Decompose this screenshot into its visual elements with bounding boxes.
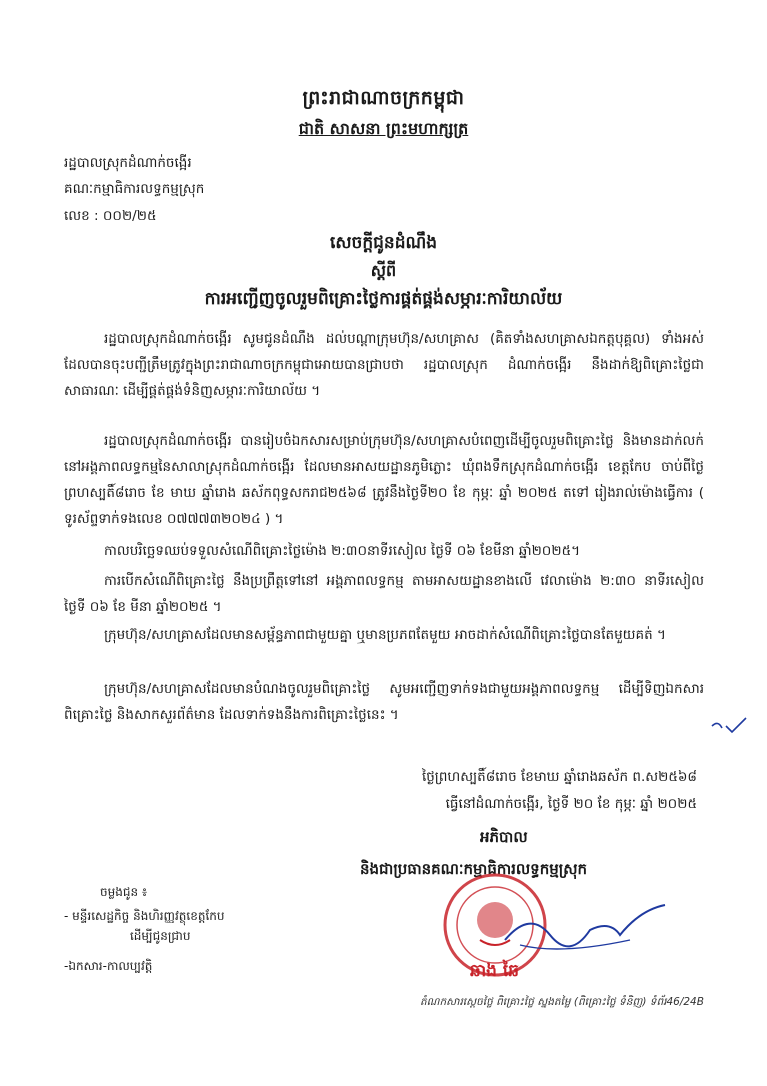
notice-title: សេចក្តីជូនដំណឹង xyxy=(329,233,438,253)
signatory-role: អភិបាល xyxy=(480,828,528,846)
body-paragraph-6: ក្រុមហ៊ុន/សហគ្រាសដែលមានបំណងចូលរួមពិគ្រោះថ្លៃ សូមអញ្ជើញទាក់ទងជាមួយអង្គភាពលទ្ធកម្ម ដើម្បីទិញឯកសារពិគ្រោះថ្លៃ និងសាកសួរព័ត៌មាន ដែលទាក់ទងនឹងការពិគ្រោះថ្លៃនេះ ។ xyxy=(64,681,704,723)
cc-heading: ចម្លងជូន ៖ xyxy=(100,885,148,899)
signatory-title: និងជាប្រធានគណៈកម្មាធិការលទ្ធកម្មស្រុក xyxy=(360,860,588,878)
cc-item-1-purpose: ដើម្បីជូនជ្រាប xyxy=(130,929,191,943)
handwritten-signature xyxy=(500,900,670,960)
national-motto xyxy=(0,118,767,142)
motto-text: ជាតិ សាសនា ព្រះមហាក្សត្រ xyxy=(298,119,469,138)
solar-date: ធ្វើនៅដំណាក់ចង្អើរ, ថ្ងៃទី ២០ ខែ កុម្ភៈ ឆ្នាំ ២០២៥ xyxy=(445,796,697,812)
body-paragraph-1: រដ្ឋបាលស្រុកដំណាក់ចង្អើរ សូមជូនដំណឹង ដល់បណ្តាក្រុមហ៊ុន/សហគ្រាស (គិតទាំងសហគ្រាសឯកត្តបុគ្គល) ទាំងអស់ ដែលបានចុះបញ្ជីត្រឹមត្រូវក្នុងព្រះរាជាណាចក្រកម្ពុជាអោយបានជ្រាបថា រដ្ឋបាលស្រុក ដំណាក់ចង្អើរ នឹងដាក់ឱ្យពិគ្រោះថ្លៃជាសាធារណៈ ដើម្បីផ្គត់ផ្គង់ទំនិញសម្ភារៈការិយាល័យ ។ xyxy=(64,331,704,399)
notice-subject-label: ស្តីពី xyxy=(370,261,397,280)
document-number: លេខ : ០០២/២៥ xyxy=(64,208,157,224)
document-footnote: តំណកសារស្ដេចថ្លៃ ពិគ្រោះថ្លៃ ស្នងតម្លៃ (ពិគ្រោះថ្លៃ ទំនិញ) ទំព័រ46/24B xyxy=(420,996,704,1008)
signatory-name: ឆាង ឆៃ xyxy=(470,961,520,981)
cc-item-1: - មន្ទីរសេដ្ឋកិច្ច និងហិរញ្ញវត្ថុខេត្តកែប xyxy=(64,909,225,923)
issuing-office: រដ្ឋបាលស្រុកដំណាក់ចង្អើរ xyxy=(64,155,192,171)
body-paragraph-5: ក្រុមហ៊ុន/សហគ្រាសដែលមានសម្ព័ន្ធភាពជាមួយគ្នា ឬមានប្រភពតែមួយ អាចដាក់សំណើពិគ្រោះថ្លៃបានតែមួយគត់ ។ xyxy=(104,627,666,643)
lunar-date: ថ្ងៃព្រហស្បតិ៍៨រោច ខែមាឃ ឆ្នាំរោងឆស័ក ព.ស២៥៦៨ xyxy=(421,769,697,785)
cc-item-2: -ឯកសារ-កាលប្បវត្តិ xyxy=(64,959,153,973)
body-paragraph-2: រដ្ឋបាលស្រុកដំណាក់ចង្អើរ បានរៀបចំឯកសារសម្រាប់ក្រុមហ៊ុន/សហគ្រាសបំពេញដើម្បីចូលរួមពិគ្រោះថ្លៃ និងមានដាក់លក់ នៅអង្គភាពលទ្ធកម្មនៃសាលាស្រុកដំណាក់ចង្អើរ ដែលមានអាសយដ្ឋានភូមិភ្លោះ ឃុំពងទឹកស្រុកដំណាក់ចង្អើរ ខេត្តកែប ចាប់ពីថ្ងៃព្រហស្បតិ៍៨រោច ខែ មាឃ ឆ្នាំរោង ឆស័កពុទ្ធសករាជ២៥៦៨ ត្រូវនឹងថ្ងៃទី២០ ខែ កុម្ភៈ ឆ្នាំ ២០២៥ តទៅ រៀងរាល់ម៉ោងធ្វើការ ( ទូរស័ព្ទទាក់ទងលេខ ០៧៧៧៣២០២៤ ) ។ xyxy=(64,433,704,527)
body-paragraph-4: ការបើកសំណើពិគ្រោះថ្លៃ នឹងប្រព្រឹត្តទៅនៅ អង្គភាពលទ្ធកម្ម តាមអាសយដ្ឋានខាងលើ វេលាម៉ោង ២:៣០ នាទីរសៀល ថ្ងៃទី ០៦ ខែ មីនា ឆ្នាំ២០២៥ ។ xyxy=(64,573,704,615)
handwritten-check-mark xyxy=(710,716,750,736)
body-paragraph-3: កាលបរិច្ឆេទឈប់ទទួលសំណើពិគ្រោះថ្លៃម៉ោង ២:៣០នាទីរសៀល ថ្ងៃទី ០៦ ខែមីនា ឆ្នាំ២០២៥។ xyxy=(104,543,581,559)
notice-subject: ការអញ្ជើញចូលរួមពិគ្រោះថ្លៃការផ្គត់ផ្គង់សម្ភារៈការិយាល័យ xyxy=(204,289,563,309)
kingdom-heading: ព្រះរាជាណាចក្រកម្ពុជា xyxy=(302,87,465,109)
issuing-committee: គណៈកម្មាធិការលទ្ធកម្មស្រុក xyxy=(64,181,205,197)
